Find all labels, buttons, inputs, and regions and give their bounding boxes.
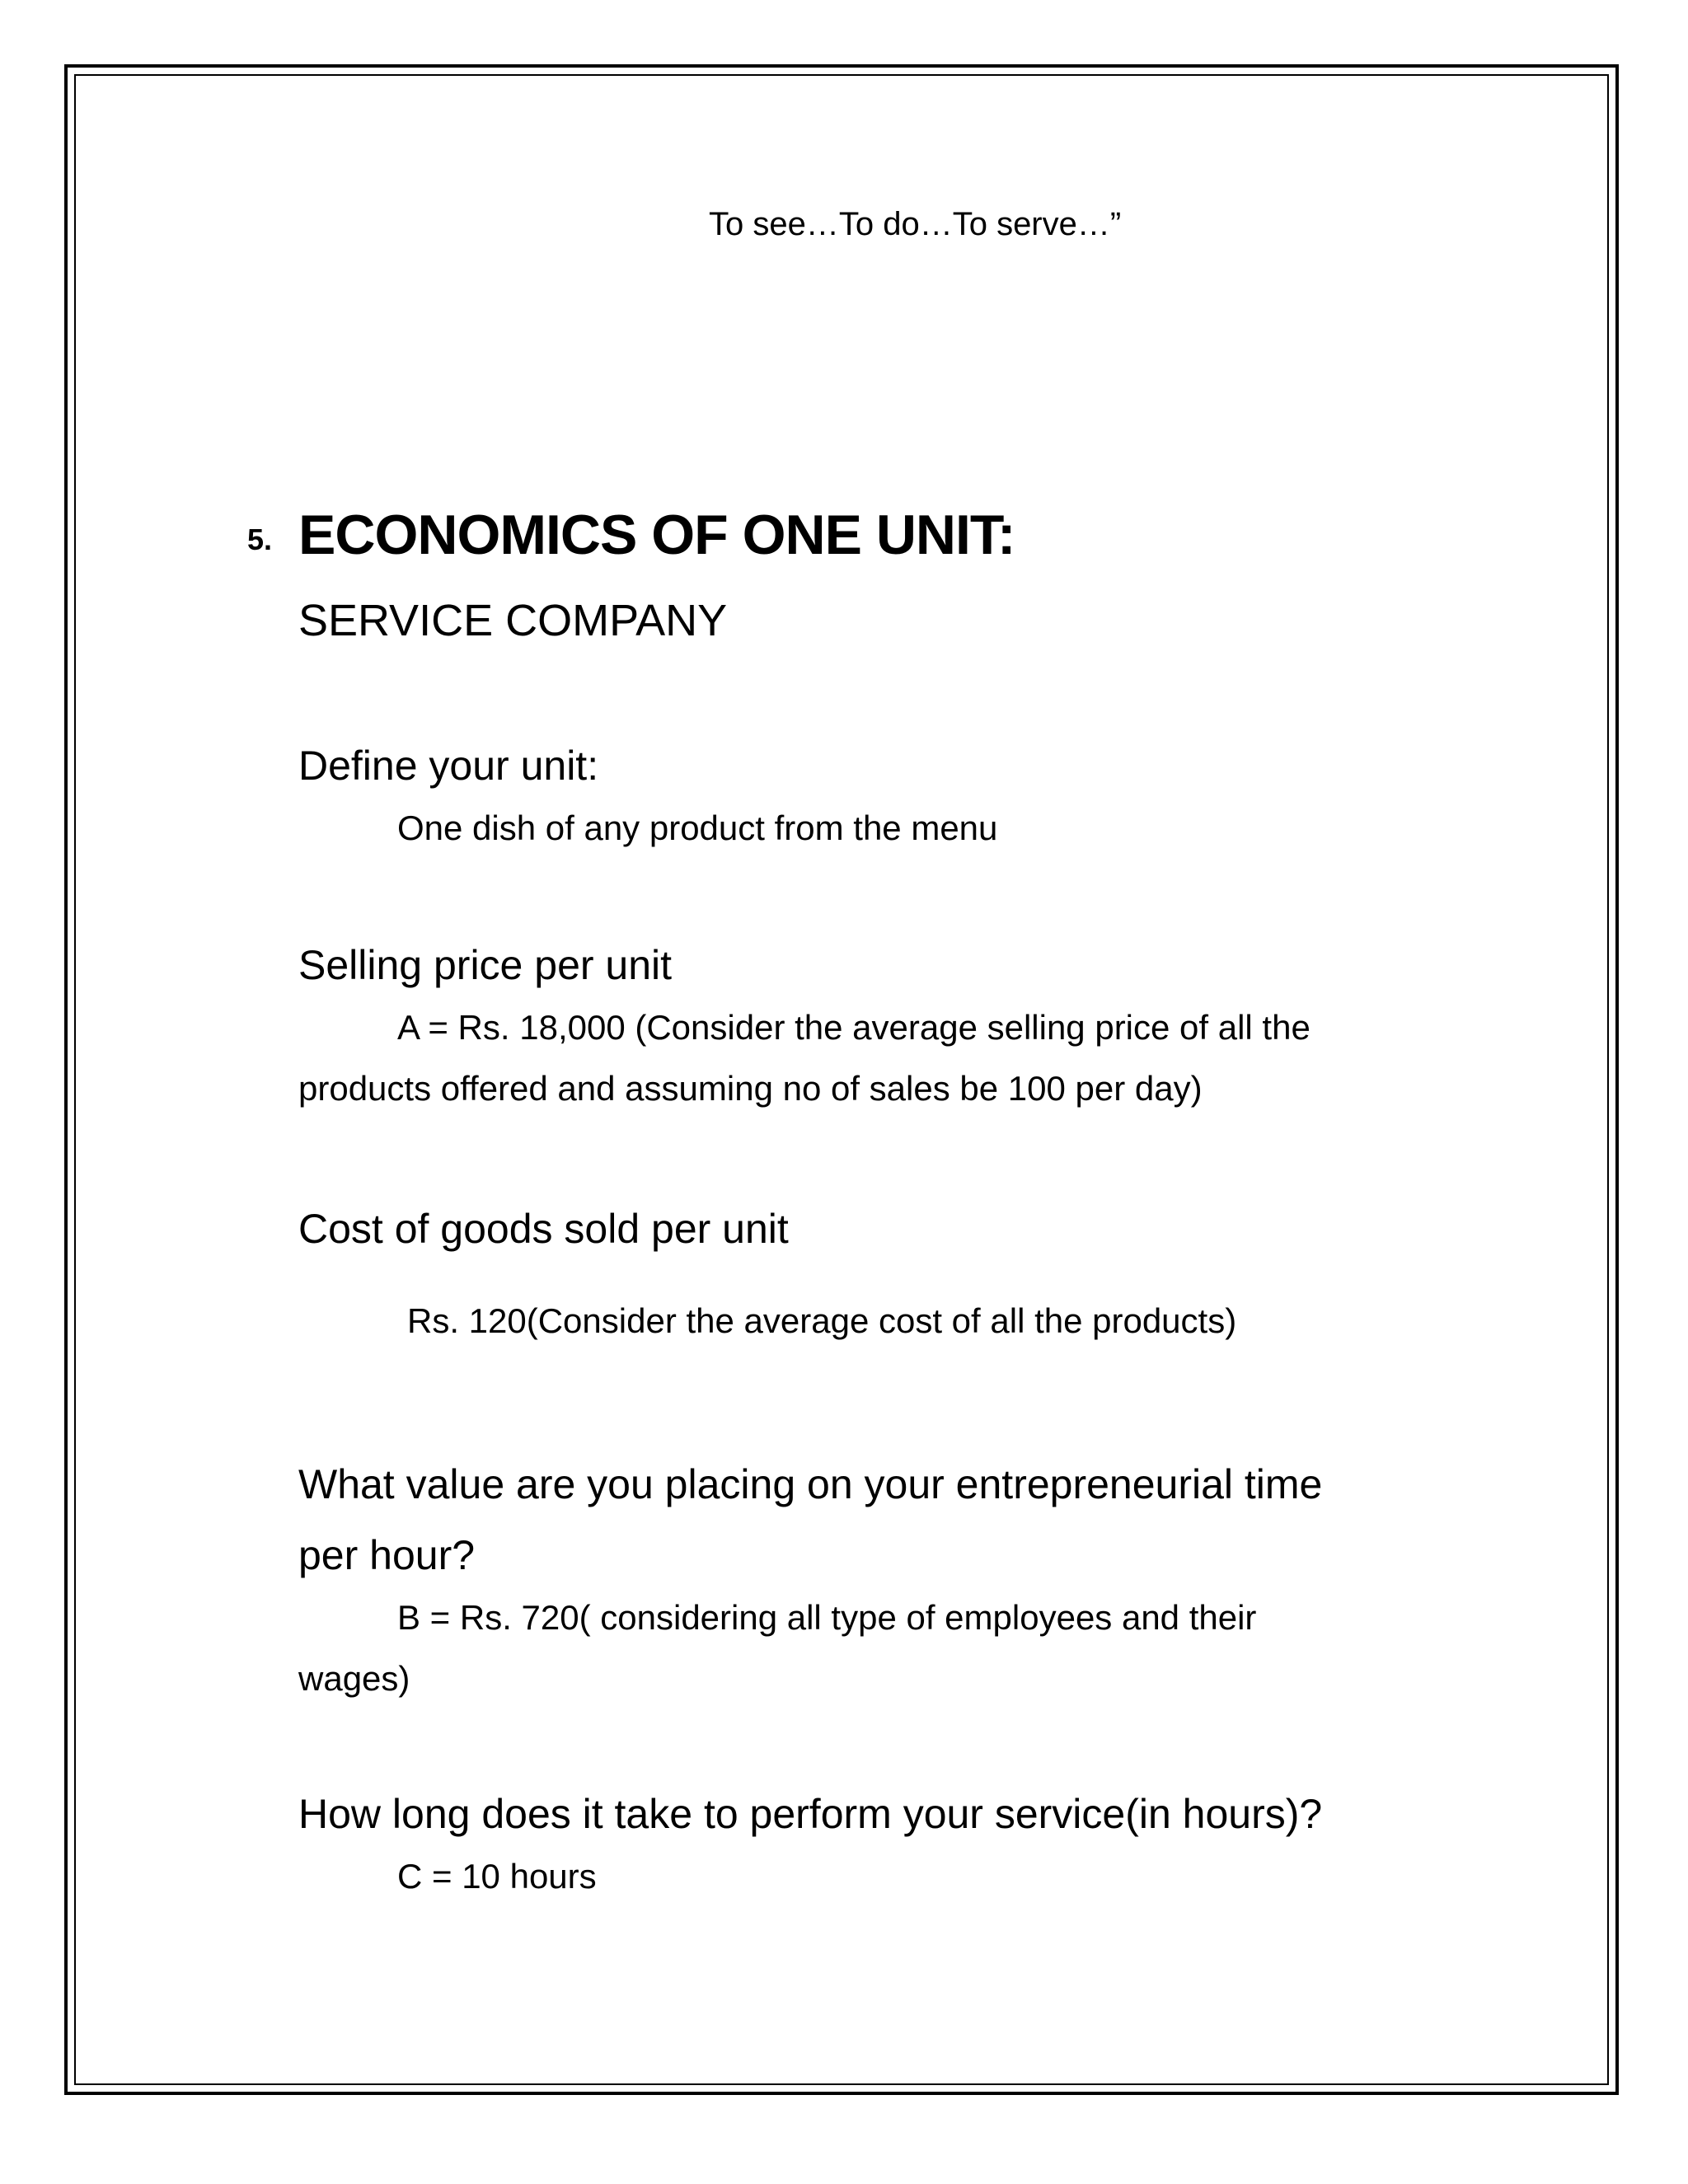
question-service-duration: How long does it take to perform your service(in hours)? bbox=[298, 1791, 1323, 1837]
question-define-unit: Define your unit: bbox=[298, 743, 599, 789]
header-quote: To see…To do…To serve…” bbox=[709, 206, 1122, 242]
section-title: ECONOMICS OF ONE UNIT: bbox=[298, 504, 1015, 566]
section-number: 5. bbox=[247, 523, 273, 556]
answer-selling-price-line-1: A = Rs. 18,000 (Consider the average selling price of all the bbox=[397, 1008, 1311, 1047]
question-entrepreneurial-time-line-2: per hour? bbox=[298, 1532, 476, 1578]
answer-cogs: Rs. 120(Consider the average cost of all the products) bbox=[407, 1301, 1237, 1340]
section-subtitle: SERVICE COMPANY bbox=[298, 596, 728, 645]
answer-define-unit: One dish of any product from the menu bbox=[397, 808, 998, 847]
question-selling-price: Selling price per unit bbox=[298, 942, 673, 988]
question-cogs: Cost of goods sold per unit bbox=[298, 1206, 789, 1252]
answer-service-duration: C = 10 hours bbox=[397, 1857, 597, 1896]
answer-entrepreneurial-time-line-1: B = Rs. 720( considering all type of employees and their bbox=[397, 1598, 1257, 1637]
answer-entrepreneurial-time-line-2: wages) bbox=[298, 1659, 410, 1698]
answer-selling-price-line-2: products offered and assuming no of sales be 100 per day) bbox=[298, 1069, 1203, 1108]
question-entrepreneurial-time-line-1: What value are you placing on your entrepreneurial time bbox=[298, 1461, 1323, 1507]
